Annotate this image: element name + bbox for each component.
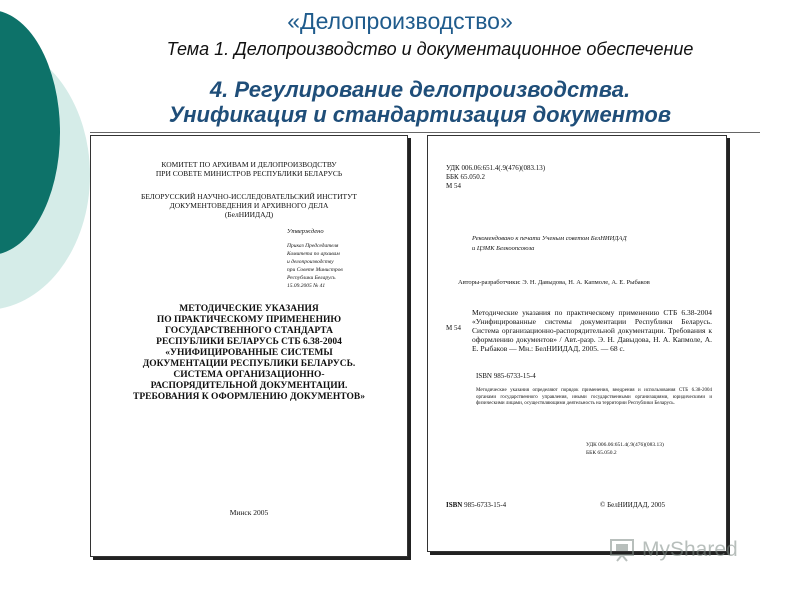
recommendation-note: Рекомендовано к печати Ученым советом БелНИИДАД и ЦЗМК Белкоопсоюза xyxy=(472,235,627,252)
slide-heading xyxy=(80,77,760,127)
issuing-committee: КОМИТЕТ ПО АРХИВАМ И ДЕЛОПРОИЗВОДСТВУ ПРИ СОВЕТЕ МИНИСТРОВ РЕСПУБЛИКИ БЕЛАРУСЬ xyxy=(155,160,343,178)
place-and-year: Минск 2005 xyxy=(229,508,269,517)
slide-title: «Делопроизводство» xyxy=(287,8,513,34)
heading-line-1: 4. Регулирование делопроизводства. xyxy=(209,77,631,102)
approval-stamp: Утверждено xyxy=(287,228,324,235)
approval-order: Приказ Председателя Комитета по архивам и делопроизводству при Совете Министров Республики Беларусь 15.09.2005 № 41 xyxy=(287,243,343,289)
copyright-line: © БелНИИДАД, 2005 xyxy=(600,501,665,509)
presentation-board-icon xyxy=(608,538,638,562)
catalog-code: М 54 xyxy=(446,324,461,332)
abstract-text: Методические указания определяют порядок применения, внедрения и использования СТБ 6.38-2004 органами государственного управления, иными государственными организациями, юридическими и физическими лицами, осуществляющими деятельность на территории Республики Беларусь. xyxy=(476,388,712,406)
document-main-title: МЕТОДИЧЕСКИЕ УКАЗАНИЯ ПО ПРАКТИЧЕСКОМУ ПРИМЕНЕНИЮ ГОСУДАРСТВЕННОГО СТАНДАРТА РЕСПУБЛИКИ БЕЛАРУСЬ СТБ 6.38-2004 «УНИФИЦИРОВАННЫЕ СИСТЕМЫ ДОКУМЕНТАЦИИ РЕСПУБЛИКИ БЕЛАРУСЬ. СИСТЕМА ОРГАНИЗАЦИОННО- РАСПОРЯДИТЕЛЬНОЙ ДОКУМЕНТАЦИИ. ТРЕБОВАНИЯ К ОФОРМЛЕНИЮ ДОКУМЕНТОВ» xyxy=(133,304,365,402)
document-imprint-page xyxy=(427,135,727,552)
bibliographic-description: Методические указания по практическому применению СТБ 6.38-2004 «Унифицированные системы документации Республики Беларусь. Система организационно-распорядительной документации. Требования к оформлению документов» / Авт.-разр. Э. Н. Давыдова, Н. А. Капмоле, А. Е. Рыбаков — Мн.: БелНИИДАД, 2005. — 68 с. xyxy=(472,308,712,353)
document-title-page xyxy=(90,135,408,557)
slide-subtitle: Тема 1. Делопроизводство и документационное обеспечение xyxy=(166,39,694,59)
institute-name: БЕЛОРУССКИЙ НАУЧНО-ИССЛЕДОВАТЕЛЬСКИЙ ИНСТИТУТ ДОКУМЕНТОВЕДЕНИЯ И АРХИВНОГО ДЕЛА (БелНИИДАД) xyxy=(141,192,357,219)
classification-codes: УДК 006.06:651.4(.9(476)(083.13) ББК 65.050.2 М 54 xyxy=(446,164,546,190)
isbn-line: ISBN 985-6733-15-4 xyxy=(476,372,536,380)
isbn-footer: ISBN 985-6733-15-4 xyxy=(446,501,507,509)
watermark-text: MyShared xyxy=(642,538,738,561)
heading-line-2: Унификация и стандартизация документов xyxy=(168,102,672,127)
authors-line: Авторы-разработчики: Э. Н. Давыдова, Н. А. Капмоле, А. Е. Рыбаков xyxy=(458,279,650,286)
classification-codes-repeat: УДК 006.06:651.4(.9(476)(083.13) ББК 65.050.2 xyxy=(586,442,664,456)
header-divider xyxy=(90,132,760,133)
watermark xyxy=(608,536,768,566)
